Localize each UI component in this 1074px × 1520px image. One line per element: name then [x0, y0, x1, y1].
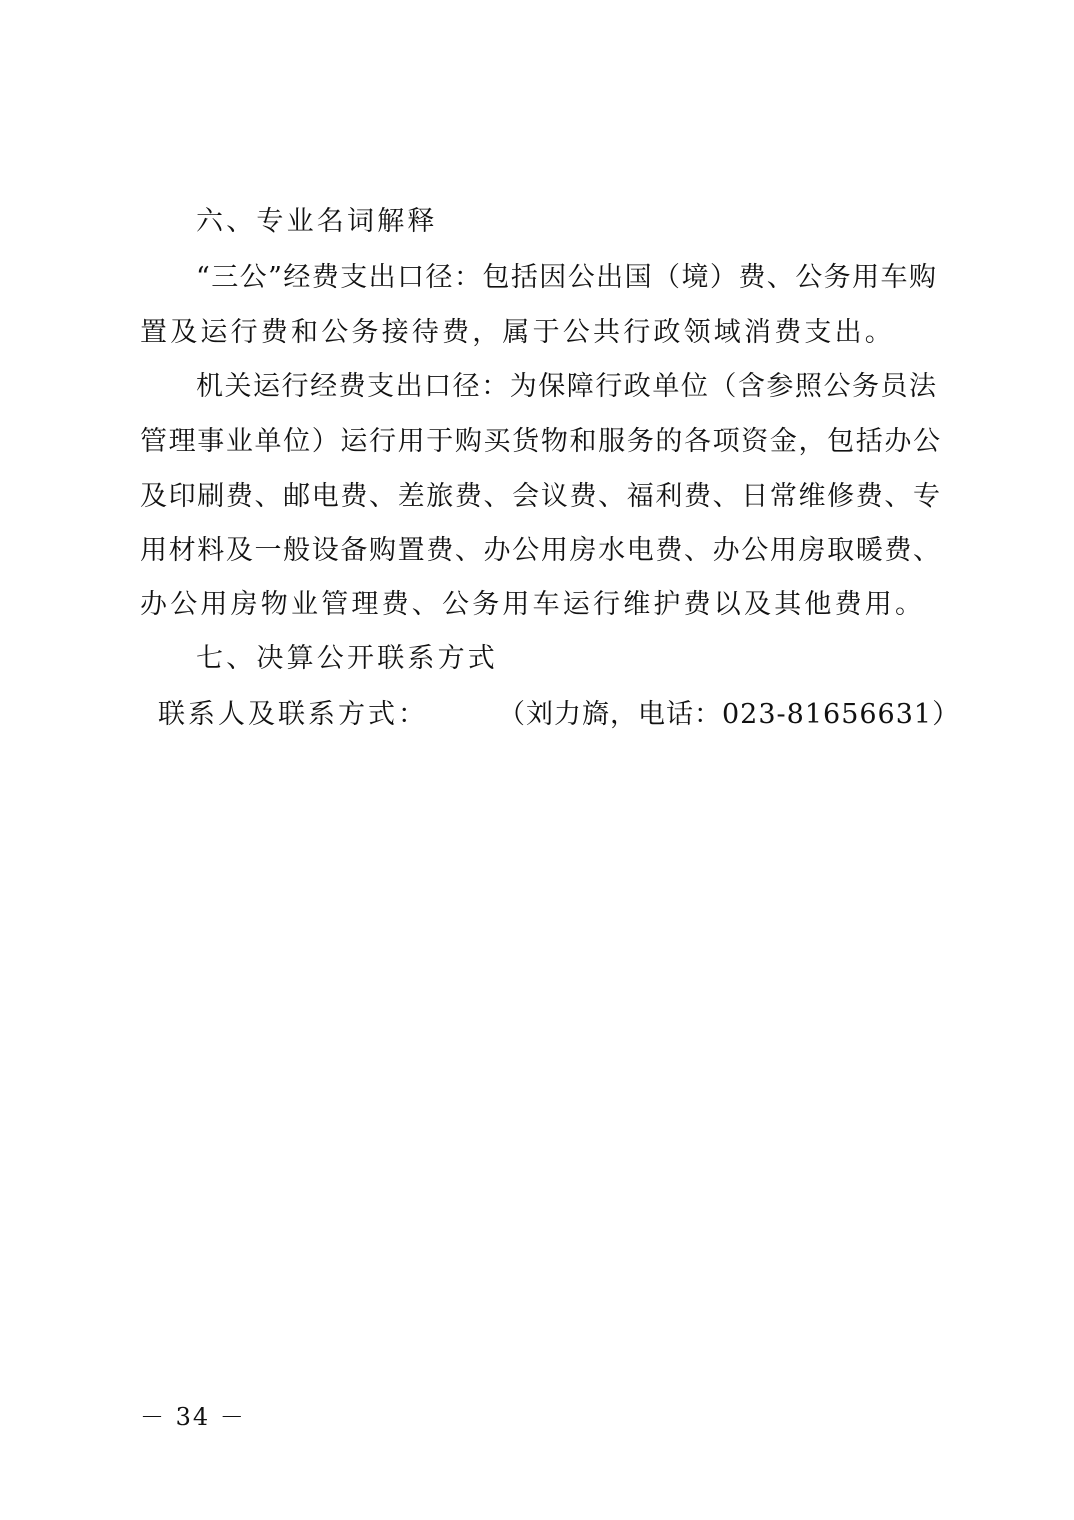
agency-operation-definition-line-5: 办公用房物业管理费、公务用车运行维护费以及其他费用。 — [140, 589, 926, 620]
contact-label: 联系人及联系方式： — [158, 699, 428, 730]
three-public-definition-line-2: 置及运行费和公务接待费，属于公共行政领域消费支出。 — [140, 317, 895, 348]
agency-operation-definition-line-1: 机关运行经费支出口径：为保障行政单位（含参照公务员法 — [196, 371, 936, 402]
contact-line — [158, 699, 961, 731]
section-7-heading: 七、决算公开联系方式 — [196, 643, 498, 674]
three-public-definition-line-1: “三公”经费支出口径：包括因公出国（境）费、公务用车购 — [196, 262, 936, 293]
agency-operation-definition-line-2: 管理事业单位）运行用于购买货物和服务的各项资金，包括办公 — [140, 426, 940, 457]
agency-operation-definition-line-3: 及印刷费、邮电费、差旅费、会议费、福利费、日常维修费、专 — [140, 481, 940, 512]
section-6-heading: 六、专业名词解释 — [196, 206, 438, 237]
agency-operation-definition-line-4: 用材料及一般设备购置费、办公用房水电费、办公用房取暖费、 — [140, 535, 940, 566]
contact-value: （刘力旖，电话：023-81656631） — [498, 699, 961, 730]
page-number: － 34 － — [140, 1403, 246, 1431]
